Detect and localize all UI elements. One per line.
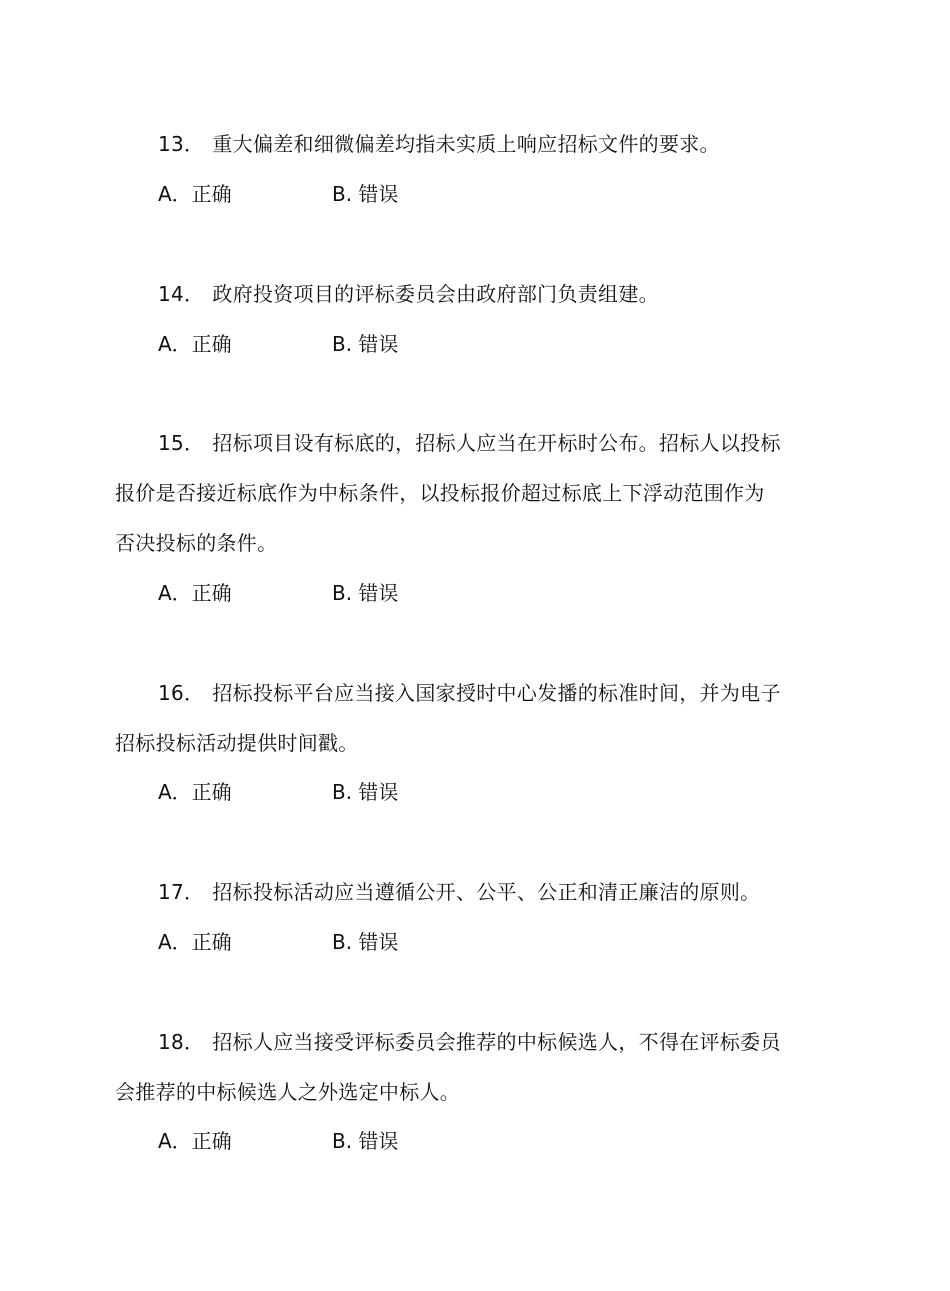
question-15-option-a[interactable]: A．正确 bbox=[158, 581, 232, 605]
question-number: 16． bbox=[158, 681, 205, 705]
question-text: 政府投资项目的评标委员会由政府部门负责组建。 bbox=[212, 282, 659, 306]
question-text: 招标投标活动应当遵循公开、公平、公正和清正廉洁的原则。 bbox=[212, 880, 761, 904]
question-18-option-b[interactable]: B. 错误 bbox=[332, 1129, 399, 1153]
question-16-option-a[interactable]: A．正确 bbox=[158, 780, 232, 804]
question-15-line-2: 报价是否接近标底作为中标条件，以投标报价超过标底上下浮动范围作为 bbox=[115, 481, 765, 505]
question-18-line-2: 会推荐的中标候选人之外选定中标人。 bbox=[115, 1080, 461, 1104]
question-14-option-b[interactable]: B. 错误 bbox=[332, 332, 399, 356]
question-number: 18． bbox=[158, 1030, 205, 1054]
question-17-line-1 bbox=[158, 878, 760, 906]
question-17-option-a[interactable]: A．正确 bbox=[158, 930, 232, 954]
question-15-line-1 bbox=[158, 429, 781, 457]
question-16-line-2: 招标投标活动提供时间戳。 bbox=[115, 731, 359, 755]
question-14-line-1 bbox=[158, 280, 659, 308]
question-13-option-b[interactable]: B. 错误 bbox=[332, 182, 399, 206]
question-text: 招标投标平台应当接入国家授时中心发播的标准时间，并为电子 bbox=[212, 681, 781, 705]
question-18-line-1 bbox=[158, 1028, 781, 1056]
question-16-line-1 bbox=[158, 679, 781, 707]
question-text: 重大偏差和细微偏差均指未实质上响应招标文件的要求。 bbox=[212, 132, 720, 156]
question-15-option-b[interactable]: B. 错误 bbox=[332, 581, 399, 605]
question-13-line-1 bbox=[158, 130, 720, 158]
question-number: 13． bbox=[158, 132, 205, 156]
question-14-option-a[interactable]: A．正确 bbox=[158, 332, 232, 356]
question-number: 17． bbox=[158, 880, 205, 904]
question-text: 招标项目设有标底的，招标人应当在开标时公布。招标人以投标 bbox=[212, 431, 781, 455]
question-18-option-a[interactable]: A．正确 bbox=[158, 1129, 232, 1153]
question-number: 15． bbox=[158, 431, 205, 455]
question-text: 招标人应当接受评标委员会推荐的中标候选人，不得在评标委员 bbox=[212, 1030, 781, 1054]
question-13-option-a[interactable]: A．正确 bbox=[158, 182, 232, 206]
question-16-option-b[interactable]: B. 错误 bbox=[332, 780, 399, 804]
question-17-option-b[interactable]: B. 错误 bbox=[332, 930, 399, 954]
question-number: 14． bbox=[158, 282, 205, 306]
question-15-line-3: 否决投标的条件。 bbox=[115, 531, 278, 555]
